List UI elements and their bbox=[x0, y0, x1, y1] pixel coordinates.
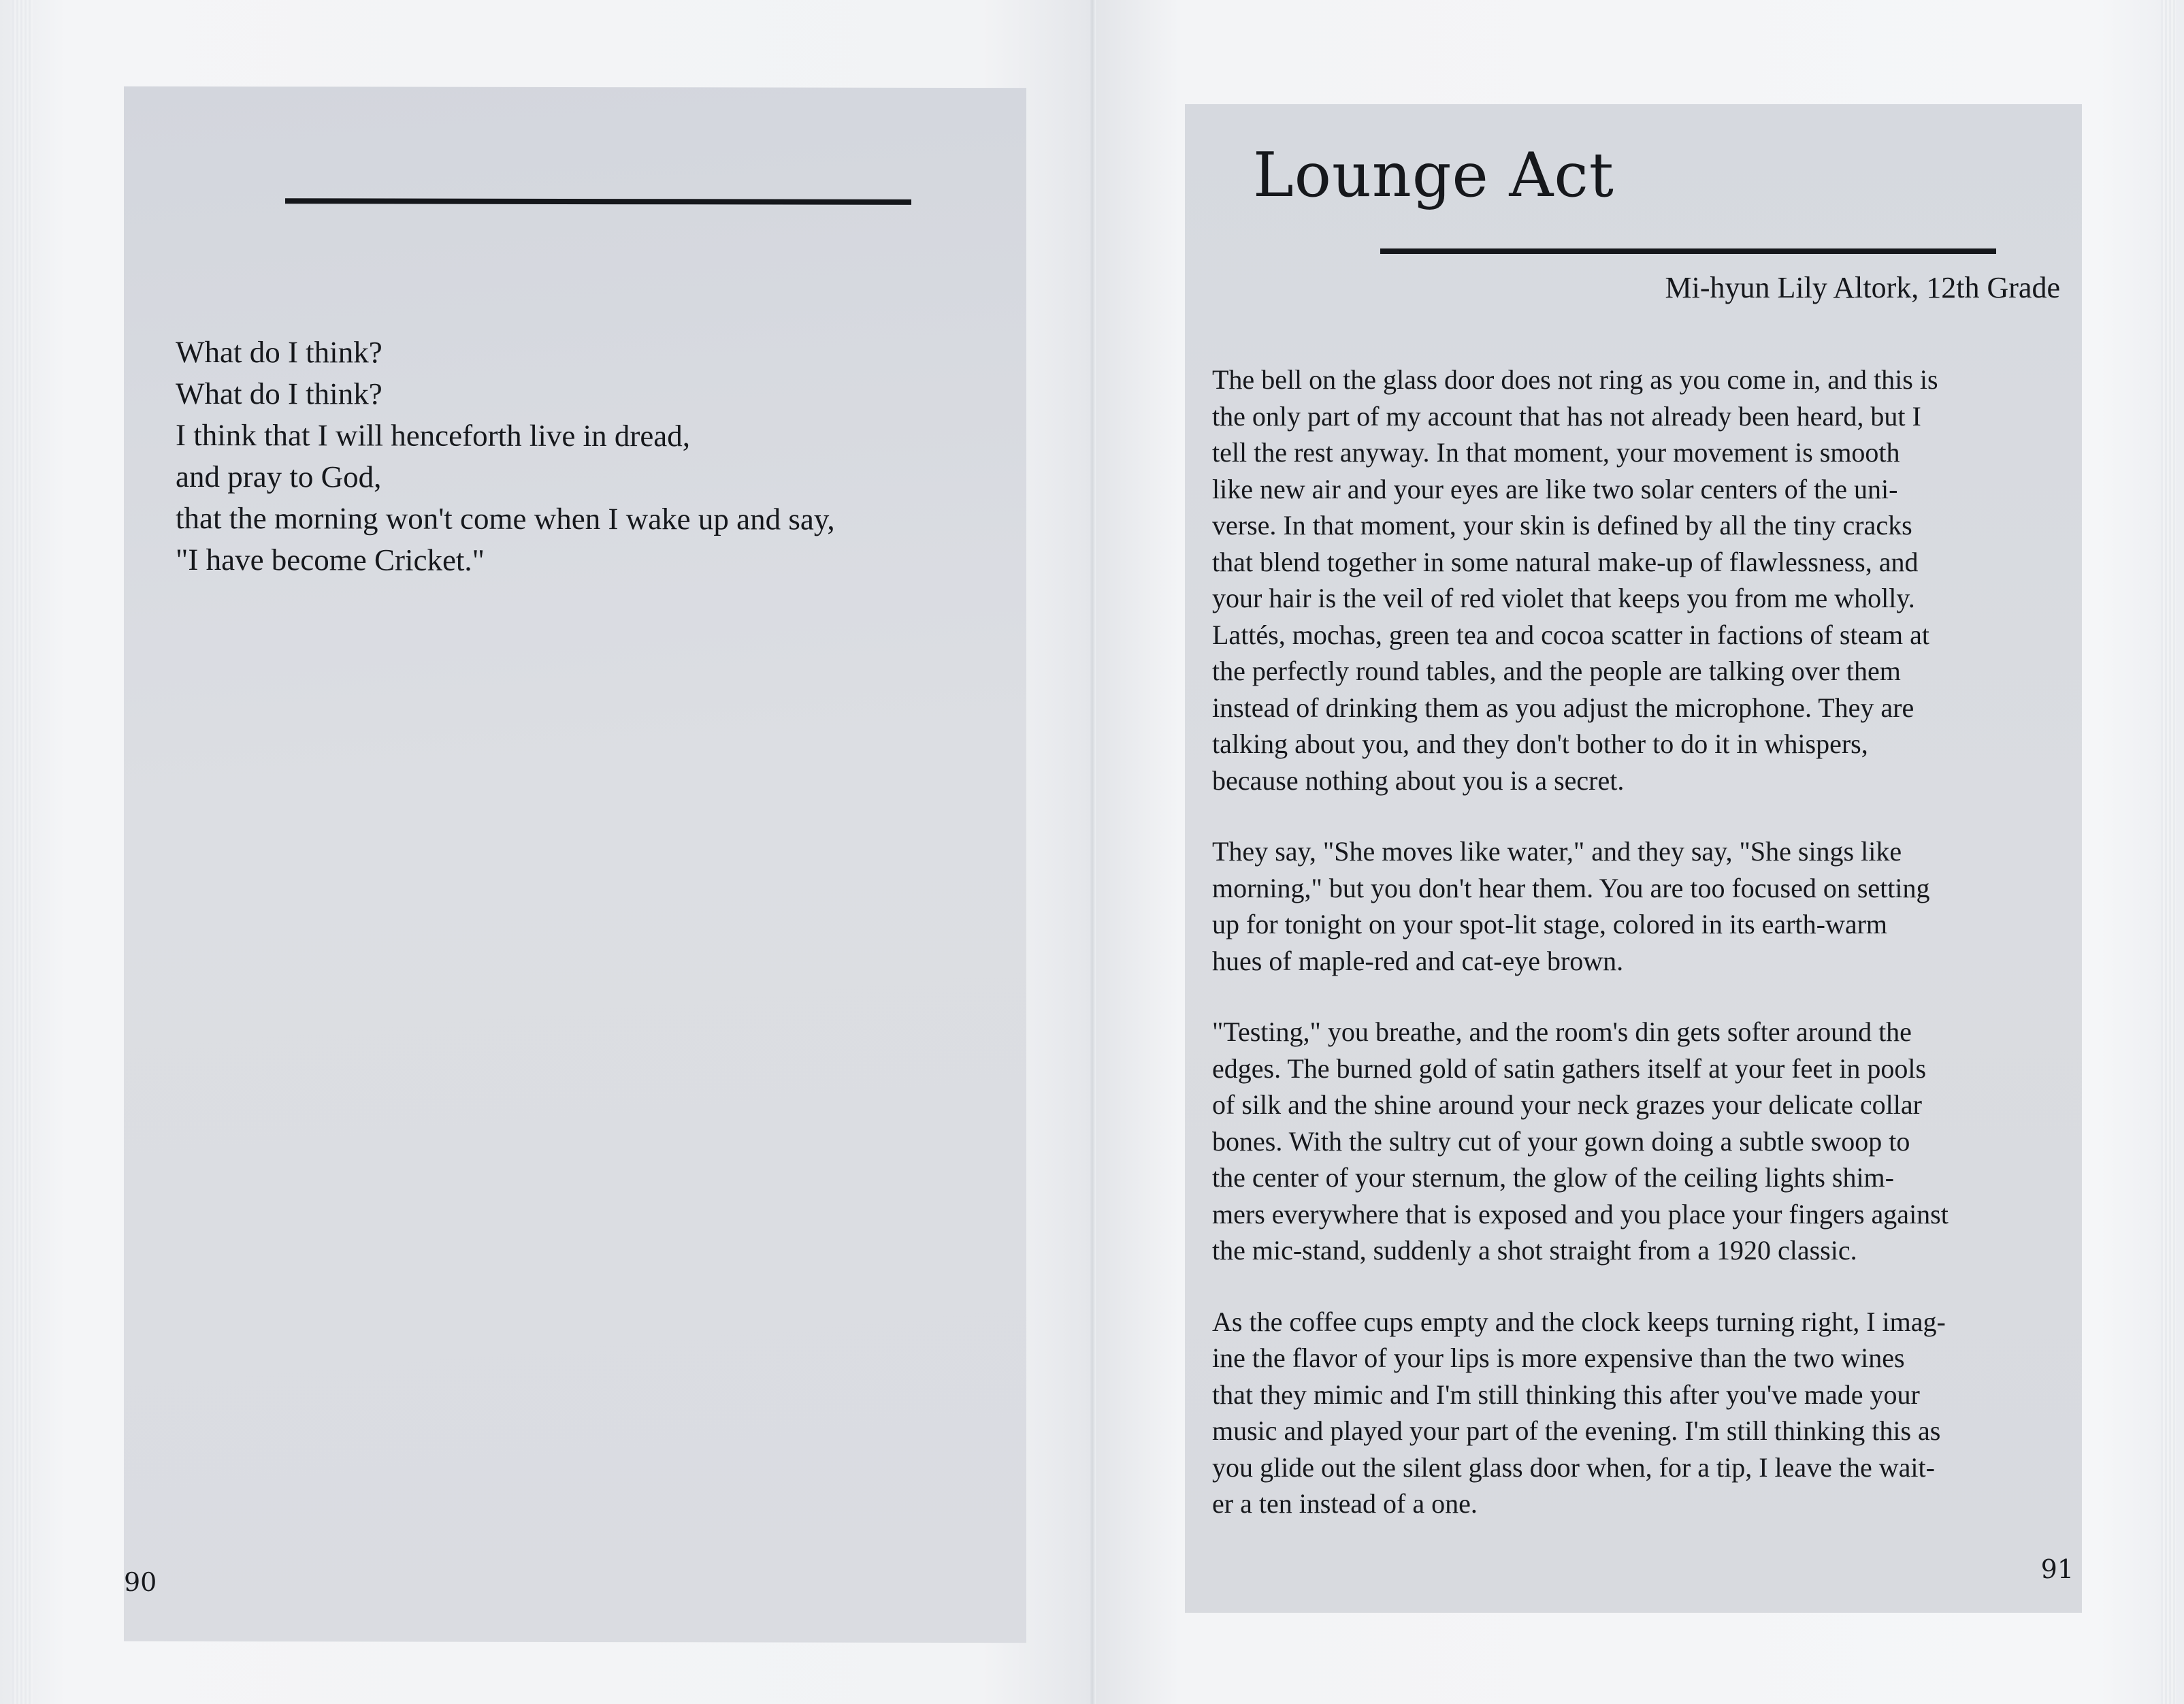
text-line: They say, "She moves like water," and they say, "She sings like bbox=[1212, 836, 1902, 867]
text-line: ine the flavor of your lips is more expensive than the two wines bbox=[1212, 1343, 1905, 1373]
title-rule bbox=[1380, 248, 1996, 254]
paragraph bbox=[1212, 833, 2056, 979]
text-line: The bell on the glass door does not ring as you come in, and this is bbox=[1212, 364, 1938, 395]
text-line: you glide out the silent glass door when, for a tip, I leave the wait- bbox=[1212, 1451, 1935, 1483]
text-line: edges. The burned gold of satin gathers itself at your feet in pools bbox=[1212, 1052, 1927, 1084]
text-line: verse. In that moment, your skin is defined by all the tiny cracks bbox=[1212, 510, 1912, 541]
page-number-left: 90 bbox=[124, 1566, 157, 1597]
page-number-right: 91 bbox=[2040, 1554, 2074, 1584]
poem-line: "I have become Cricket." bbox=[176, 542, 485, 577]
text-line: morning," but you don't hear them. You are too focused on setting bbox=[1212, 872, 1930, 903]
poem-line: What do I think? bbox=[176, 334, 382, 370]
paragraph bbox=[1212, 1014, 2056, 1269]
text-line: "Testing," you breathe, and the room's din gets softer around the bbox=[1212, 1016, 1912, 1047]
paragraph bbox=[1212, 1304, 2056, 1522]
text-line: hues of maple-red and cat-eye brown. bbox=[1212, 945, 1624, 976]
text-line: bones. With the sultry cut of your gown doing a subtle swoop to bbox=[1212, 1125, 1910, 1157]
text-line: er a ten instead of a one. bbox=[1212, 1488, 1478, 1519]
text-line: music and played your part of the evening. I'm still thinking this as bbox=[1212, 1415, 1941, 1446]
story-title: Lounge Act bbox=[1253, 140, 1614, 211]
story-body bbox=[1212, 361, 2056, 1557]
text-line: As the coffee cups empty and the clock keeps turning right, I imag- bbox=[1212, 1306, 1946, 1337]
text-line: Lattés, mochas, green tea and cocoa scatter in factions of steam at bbox=[1212, 619, 1929, 650]
text-line: your hair is the veil of red violet that keeps you from me wholly. bbox=[1212, 583, 1915, 613]
text-line: instead of drinking them as you adjust the microphone. They are bbox=[1212, 692, 1914, 723]
right-page-edges bbox=[2161, 0, 2176, 1704]
text-line: the center of your sternum, the glow of the ceiling lights shim- bbox=[1212, 1162, 1894, 1193]
left-decorative-rule bbox=[285, 198, 911, 205]
text-line: the perfectly round tables, and the people are talking over them bbox=[1212, 656, 1901, 686]
poem-line: What do I think? bbox=[176, 376, 382, 411]
text-line: the mic-stand, suddenly a shot straight from a 1920 classic. bbox=[1212, 1235, 1857, 1266]
left-page-panel bbox=[124, 86, 1026, 1643]
text-line: like new air and your eyes are like two solar centers of the uni- bbox=[1212, 473, 1898, 504]
text-line: the only part of my account that has not already been heard, but I bbox=[1212, 400, 1921, 432]
text-line: up for tonight on your spot-lit stage, colored in its earth-warm bbox=[1212, 909, 1888, 939]
text-line: that blend together in some natural make-up of flawlessness, and bbox=[1212, 546, 1919, 577]
author-byline: Mi-hyun Lily Altork, 12th Grade bbox=[1665, 271, 2060, 304]
poem-line: I think that I will henceforth live in dread, bbox=[176, 417, 691, 453]
text-line: tell the rest anyway. In that moment, your movement is smooth bbox=[1212, 437, 1900, 468]
text-line: because nothing about you is a secret. bbox=[1212, 765, 1625, 796]
poem-line: and pray to God, bbox=[176, 459, 382, 494]
paragraph bbox=[1212, 361, 2056, 799]
text-line: of silk and the shine around your neck grazes your delicate collar bbox=[1212, 1089, 1922, 1120]
poem-stanza bbox=[176, 332, 992, 582]
text-line: talking about you, and they don't bother to do it in whispers, bbox=[1212, 728, 1868, 759]
text-line: mers everywhere that is exposed and you place your fingers against bbox=[1212, 1198, 1949, 1229]
book-gutter bbox=[1089, 0, 1096, 1704]
left-page-edges bbox=[12, 0, 33, 1704]
text-line: that they mimic and I'm still thinking this after you've made your bbox=[1212, 1379, 1920, 1410]
poem-line: that the morning won't come when I wake up and say, bbox=[176, 500, 835, 536]
right-page-panel bbox=[1185, 104, 2082, 1613]
